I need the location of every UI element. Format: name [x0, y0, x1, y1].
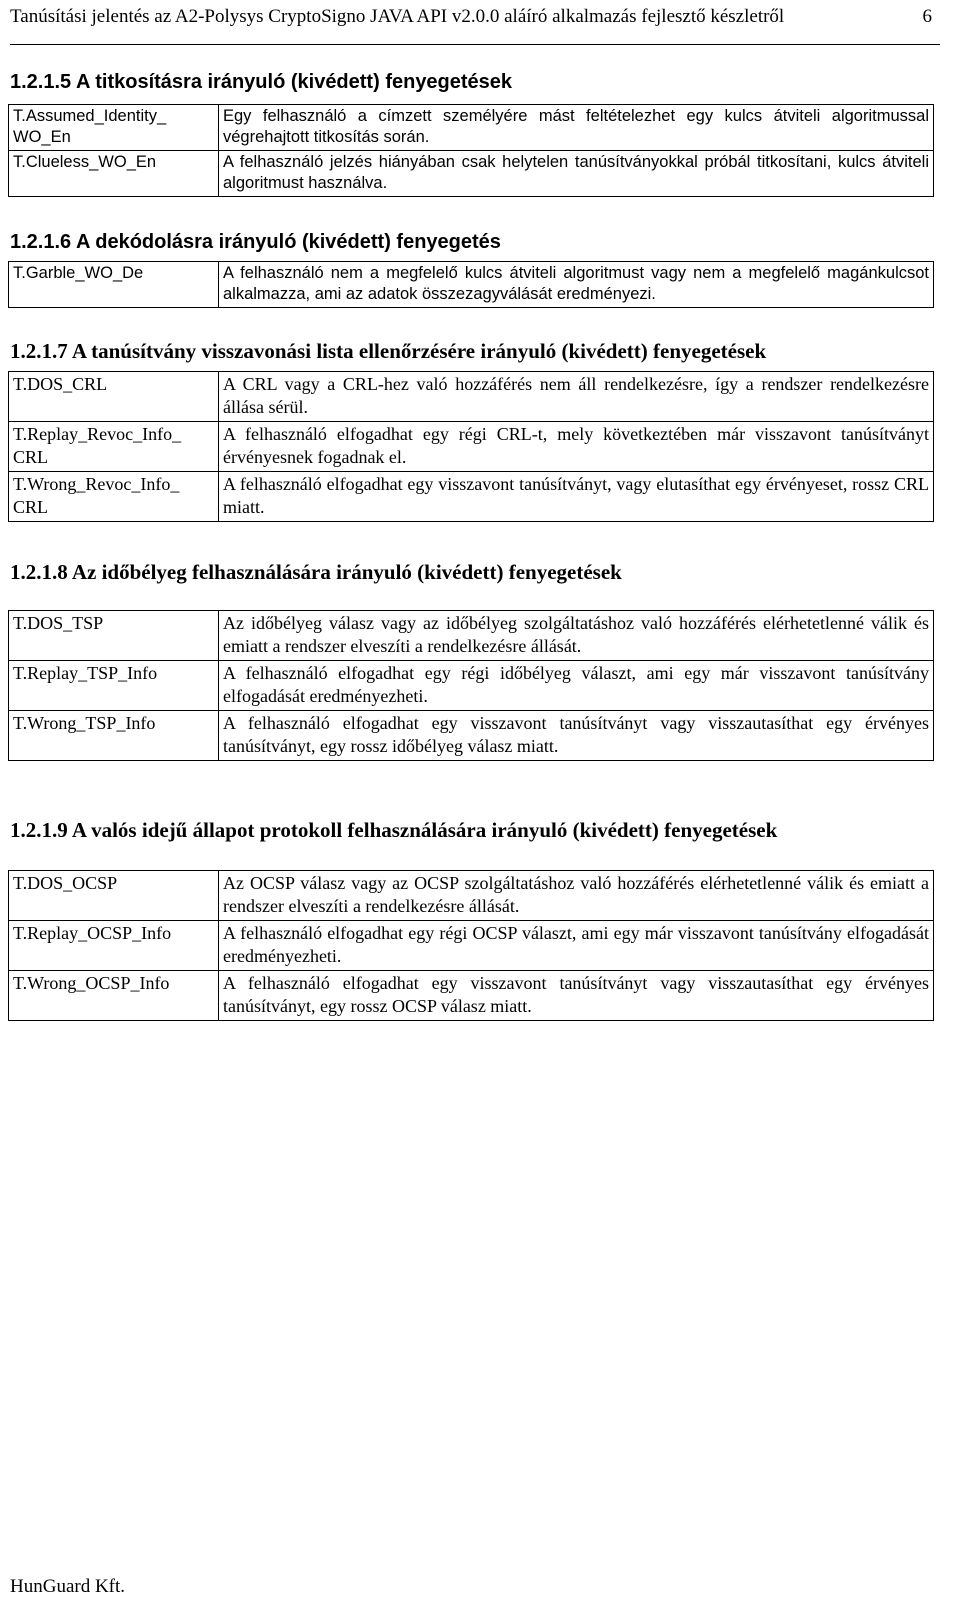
table-row: [9, 711, 934, 761]
threat-code: T.Wrong_OCSP_Info: [9, 971, 219, 1021]
page-header: [10, 2, 940, 45]
threat-description: Az OCSP válasz vagy az OCSP szolgáltatáshoz való hozzáférés elérhetetlenné válik és emiatt a rendszer elveszíti a rendelkezésre állását.: [219, 871, 934, 921]
threat-table-timestamp: [8, 610, 934, 761]
page-number: 6: [922, 6, 932, 27]
threat-description: A CRL vagy a CRL-hez való hozzáférés nem áll rendelkezésre, így a rendszer rendelkezésre állása sérül.: [219, 372, 934, 422]
table-row: [9, 105, 934, 151]
threat-description: A felhasználó elfogadhat egy visszavont tanúsítványt, vagy elutasíthat egy érvényeset, rossz CRL miatt.: [219, 472, 934, 522]
threat-code: T.Clueless_WO_En: [9, 151, 219, 197]
table-row: [9, 422, 934, 472]
threat-code: T.Wrong_Revoc_Info_ CRL: [9, 472, 219, 522]
threat-table-ocsp: [8, 870, 934, 1021]
threat-code: T.DOS_CRL: [9, 372, 219, 422]
threat-code: T.DOS_TSP: [9, 611, 219, 661]
threat-code: T.Replay_TSP_Info: [9, 661, 219, 711]
table-row: [9, 971, 934, 1021]
threat-description: A felhasználó elfogadhat egy visszavont tanúsítványt vagy visszautasíthat egy érvényes tanúsítványt, egy rossz időbélyeg válasz miatt.: [219, 711, 934, 761]
document-title: Tanúsítási jelentés az A2-Polysys CryptoSigno JAVA API v2.0.0 aláíró alkalmazás fejlesztő készletről: [10, 6, 785, 27]
threat-table-encryption: [8, 104, 934, 197]
table-row: [9, 151, 934, 197]
table-row: [9, 611, 934, 661]
section-heading-1-2-1-8: 1.2.1.8 Az időbélyeg felhasználására irányuló (kivédett) fenyegetések: [10, 560, 622, 584]
section-heading-1-2-1-6: 1.2.1.6 A dekódolásra irányuló (kivédett) fenyegetés: [10, 231, 501, 253]
table-row: [9, 262, 934, 308]
threat-code: T.Wrong_TSP_Info: [9, 711, 219, 761]
table-row: [9, 472, 934, 522]
threat-code: T.DOS_OCSP: [9, 871, 219, 921]
section-heading-1-2-1-7: 1.2.1.7 A tanúsítvány visszavonási lista ellenőrzésére irányuló (kivédett) fenyegetések: [10, 339, 767, 363]
threat-code: T.Garble_WO_De: [9, 262, 219, 308]
threat-description: A felhasználó jelzés hiányában csak helytelen tanúsítványokkal próbál titkosítani, kulcs átviteli algoritmust használva.: [219, 151, 934, 197]
threat-description: A felhasználó elfogadhat egy visszavont tanúsítványt vagy visszautasíthat egy érvényes tanúsítványt, egy rossz OCSP válasz miatt.: [219, 971, 934, 1021]
table-row: [9, 871, 934, 921]
table-row: [9, 661, 934, 711]
threat-table-crl: [8, 371, 934, 522]
table-row: [9, 372, 934, 422]
threat-code: T.Replay_OCSP_Info: [9, 921, 219, 971]
threat-table-decryption: [8, 261, 934, 308]
threat-description: A felhasználó elfogadhat egy régi CRL-t, mely következtében már visszavont tanúsítványt érvényesnek fogadnak el.: [219, 422, 934, 472]
threat-description: Az időbélyeg válasz vagy az időbélyeg szolgáltatáshoz való hozzáférés elérhetetlenné válik és emiatt a rendszer elveszíti a rendelkezésre állását.: [219, 611, 934, 661]
threat-code: T.Replay_Revoc_Info_ CRL: [9, 422, 219, 472]
section-heading-1-2-1-9: 1.2.1.9 A valós idejű állapot protokoll felhasználására irányuló (kivédett) fenyegetések: [10, 818, 778, 842]
section-heading-1-2-1-5: 1.2.1.5 A titkosításra irányuló (kivédett) fenyegetések: [10, 71, 513, 93]
threat-code: T.Assumed_Identity_ WO_En: [9, 105, 219, 151]
table-row: [9, 921, 934, 971]
threat-description: A felhasználó nem a megfelelő kulcs átviteli algoritmust vagy nem a megfelelő magánkulcsot alkalmazza, ami az adatok összezagyválását eredményezi.: [219, 262, 934, 308]
threat-description: A felhasználó elfogadhat egy régi OCSP választ, ami egy már visszavont tanúsítvány elfogadását eredményezheti.: [219, 921, 934, 971]
threat-description: Egy felhasználó a címzett személyére mást feltételezhet egy kulcs átviteli algoritmussal végrehajtott titkosítás során.: [219, 105, 934, 151]
footer-company: HunGuard Kft.: [10, 1576, 126, 1597]
threat-description: A felhasználó elfogadhat egy régi időbélyeg választ, ami egy már visszavont tanúsítvány elfogadását eredményezheti.: [219, 661, 934, 711]
